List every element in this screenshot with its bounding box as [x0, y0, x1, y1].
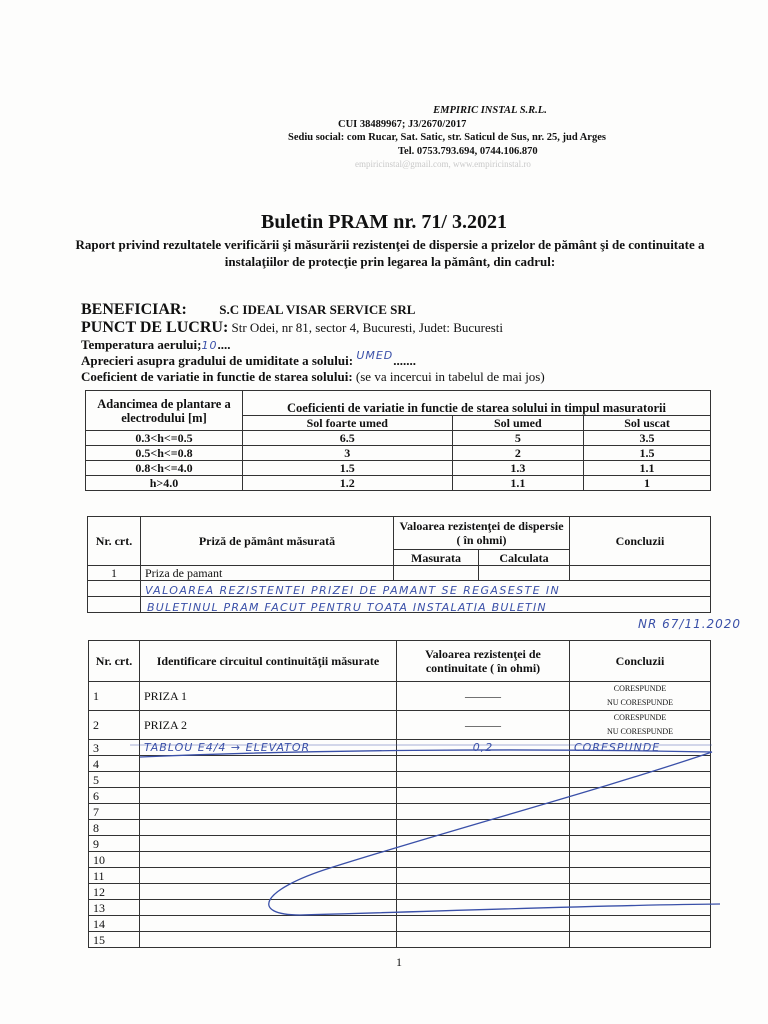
row-nr: 13 — [89, 900, 140, 916]
row-priza: Priza de pamant — [141, 566, 394, 581]
row-ident: TABLOU E4/4 → ELEVATOR — [140, 740, 397, 756]
beneficiar-value: S.C IDEAL VISAR SERVICE SRL — [219, 302, 416, 317]
row-nr: 4 — [89, 756, 140, 772]
umid-label: Aprecieri asupra gradului de umiditate a solului: — [81, 353, 354, 368]
row-nr: 14 — [89, 916, 140, 932]
cell: ——— — [397, 711, 570, 740]
row-nr: 5 — [89, 772, 140, 788]
handwritten-note-line2: BULETINUL PRAM FACUT PENTRU TOATA INSTALATIA BULETIN — [147, 601, 547, 614]
cell: 0.3<h<=0.5 — [86, 431, 243, 446]
depth-header: Adancimea de plantare a electrodului [m] — [86, 391, 243, 431]
row-nr: 8 — [89, 820, 140, 836]
handwritten-note-line3: NR 67/11.2020 — [638, 617, 742, 631]
nr-header: Nr. crt. — [89, 641, 140, 682]
option-corespunde: CORESPUNDE — [613, 684, 667, 693]
coef-label: Coeficient de variatie in functie de starea solului: — [81, 369, 353, 384]
value-header: Valoarea rezistenţei de dispersie ( în ohmi) — [394, 517, 570, 550]
row-nr: 1 — [88, 566, 141, 581]
handwritten-note-line1: VALOAREA REZISTENTEI PRIZEI DE PAMANT SE REGASESTE IN — [145, 584, 561, 597]
cell: 1.5 — [584, 446, 711, 461]
conclusions-header: Concluzii — [570, 517, 711, 566]
punct-label: PUNCT DE LUCRU: — [81, 319, 229, 336]
row-nr: 10 — [89, 852, 140, 868]
cell: 0.8<h<=4.0 — [86, 461, 243, 476]
measured-header: Masurata — [394, 550, 479, 566]
option-nu-corespunde: NU CORESPUNDE — [606, 698, 673, 707]
option-corespunde: CORESPUNDE — [613, 713, 667, 722]
row-value: 0,2 — [397, 740, 570, 756]
row-nr: 3 — [89, 740, 140, 756]
row-nr: 6 — [89, 788, 140, 804]
cell: 0.5<h<=0.8 — [86, 446, 243, 461]
row-nr: 15 — [89, 932, 140, 948]
coef-group-header: Coeficienti de variatie in functie de starea solului in timpul masuratorii — [243, 391, 711, 416]
sub-header-very-wet: Sol foarte umed — [243, 416, 453, 431]
conclusions-header: Concluzii — [570, 641, 711, 682]
company-phone: Tel. 0753.793.694, 0744.106.870 — [398, 145, 538, 157]
cell: 1.1 — [584, 461, 711, 476]
sub-header-wet: Sol umed — [452, 416, 584, 431]
row-nr: 7 — [89, 804, 140, 820]
sub-header-dry: Sol uscat — [584, 416, 711, 431]
coef-note: (se va incercui in tabelul de mai jos) — [355, 369, 545, 384]
cell: 2 — [452, 446, 584, 461]
cell: 6.5 — [243, 431, 453, 446]
priza-header: Priză de pământ măsurată — [141, 517, 394, 566]
cell: 1.2 — [243, 476, 453, 491]
row-ident: PRIZA 1 — [140, 682, 397, 711]
cell: 1.3 — [452, 461, 584, 476]
temp-label: Temperatura aerului; — [81, 337, 202, 352]
ident-header: Identificare circuitul continuităţii măsurate — [140, 641, 397, 682]
row-nr: 11 — [89, 868, 140, 884]
temp-value: 10 — [201, 339, 218, 352]
continuity-value-header: Valoarea rezistenţei de continuitate ( în ohmi) — [397, 641, 570, 682]
company-email: empiricinstal@gmail.com, www.empiricinstal.ro — [355, 159, 531, 169]
page-number: 1 — [396, 955, 402, 969]
company-cui: CUI 38489967; J3/2670/2017 — [338, 118, 467, 130]
row-ident: PRIZA 2 — [140, 711, 397, 740]
cell: 5 — [452, 431, 584, 446]
cell: 1.5 — [243, 461, 453, 476]
row-nr: 12 — [89, 884, 140, 900]
calculated-header: Calculata — [479, 550, 570, 566]
row-nr: 9 — [89, 836, 140, 852]
nr-header: Nr. crt. — [88, 517, 141, 566]
option-nu-corespunde: NU CORESPUNDE — [606, 727, 673, 736]
row-nr: 2 — [89, 711, 140, 740]
cell: ——— — [397, 682, 570, 711]
document-subtitle: Raport privind rezultatele verificării şi măsurării rezistenţei de dispersie a prizelor de pământ şi de continuitate a instalaţiilor de protecţie prin legarea la pământ, din cadrul: — [75, 237, 705, 269]
document-title: Buletin PRAM nr. 71/ 3.2021 — [261, 211, 507, 233]
cell: 3 — [243, 446, 453, 461]
beneficiar-label: BENEFICIAR: — [81, 301, 187, 318]
row-conclusion: CORESPUNDE — [570, 740, 711, 756]
company-name: EMPIRIC INSTAL S.R.L. — [433, 105, 547, 116]
cell: 3.5 — [584, 431, 711, 446]
cell: 1.1 — [452, 476, 584, 491]
row-nr: 1 — [89, 682, 140, 711]
company-address: Sediu social: com Rucar, Sat. Satic, str. Saticul de Sus, nr. 25, jud Arges — [288, 132, 606, 143]
cell: 1 — [584, 476, 711, 491]
punct-value: Str Odei, nr 81, sector 4, Bucuresti, Judet: Bucuresti — [231, 320, 504, 335]
umid-row: Aprecieri asupra gradului de umiditate a solului: $^{UMED}$....... — [81, 349, 417, 368]
temp-row: Temperatura aerului;10.... — [81, 337, 231, 352]
umid-value: UMED — [356, 349, 394, 362]
cell: h>4.0 — [86, 476, 243, 491]
